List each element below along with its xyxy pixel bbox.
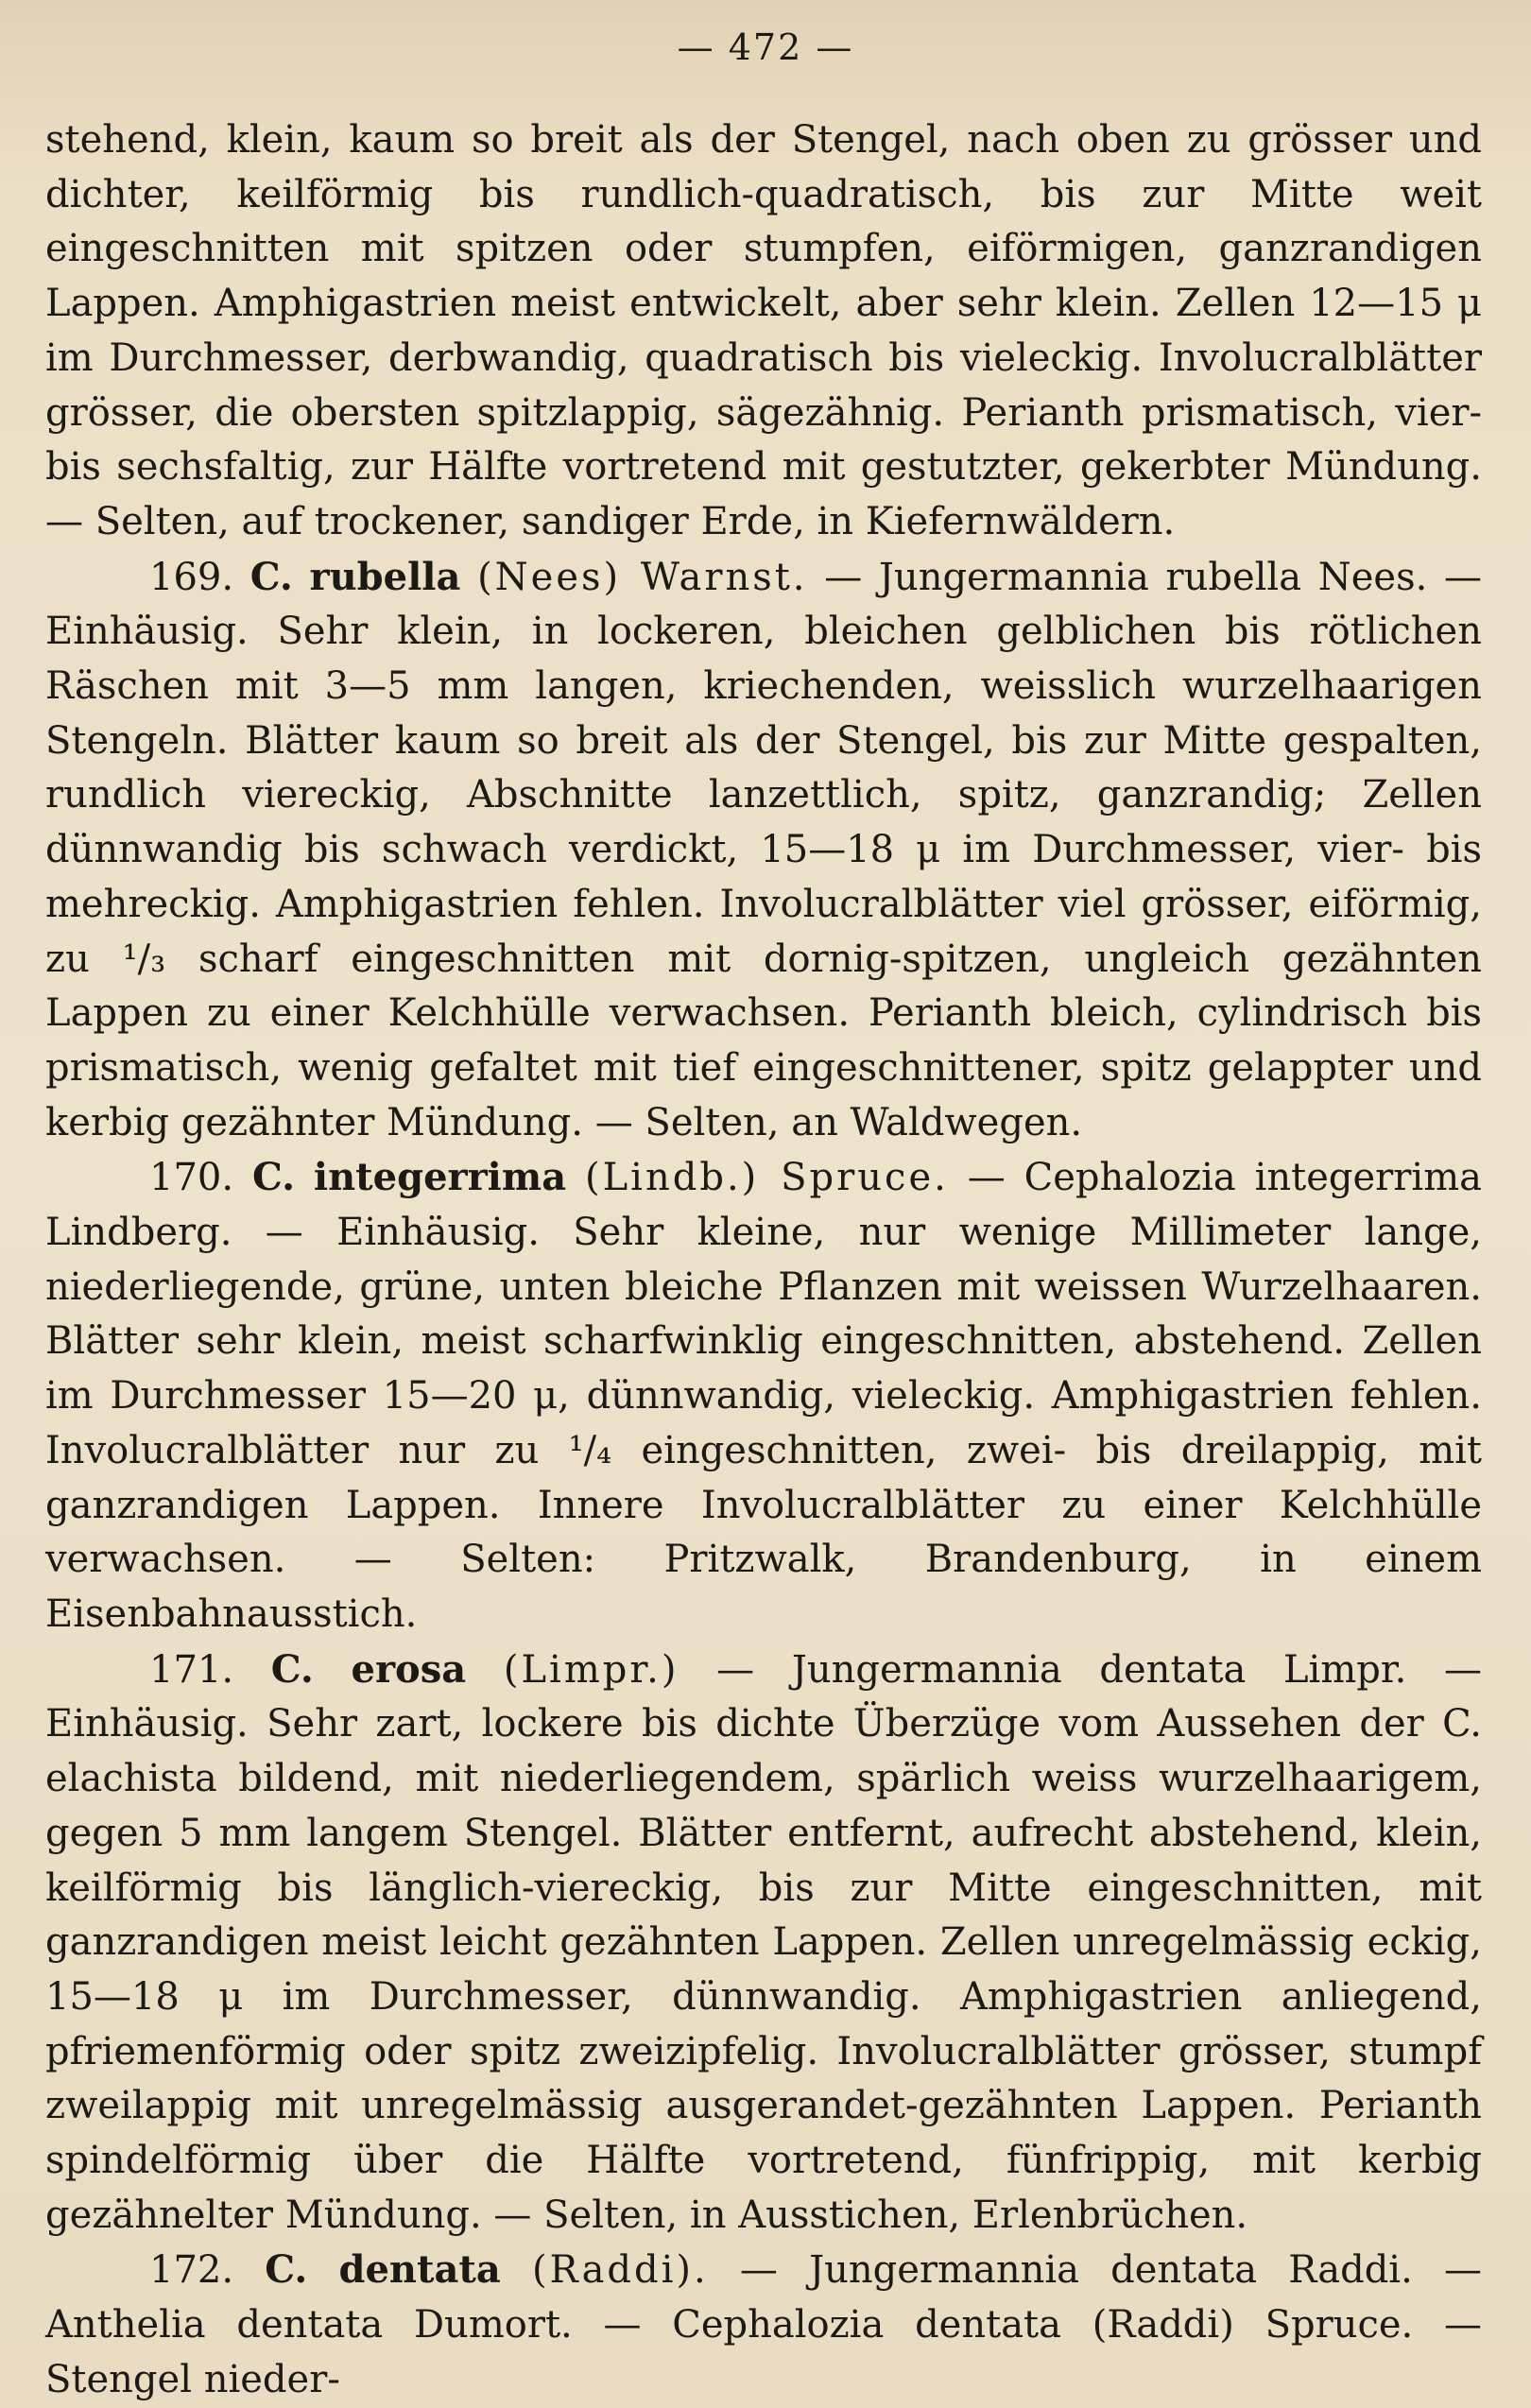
genus-abbrev: C. [249, 554, 293, 599]
authority: (Lindb.) Spruce. [585, 1156, 949, 1200]
authority: (Nees) Warnst. [477, 555, 808, 599]
entry-description: — Jungermannia dentata Raddi. — Anthelia dentata Dumort. — Cephalozia dentata (Raddi) Spruce. — Stengel nieder- [45, 2248, 1482, 2401]
entry-number: 172. [149, 2248, 234, 2293]
entry-number: 171. [149, 1647, 234, 1692]
entry-number: 170. [149, 1156, 234, 1200]
species-entry-171 [45, 1643, 1482, 2244]
species-name: dentata [338, 2247, 501, 2293]
genus-abbrev: C. [265, 2247, 308, 2293]
species-entry-170 [45, 1150, 1482, 1642]
species-name: integerrima [313, 1155, 567, 1200]
species-name: erosa [351, 1646, 467, 1692]
genus-abbrev: C. [251, 1155, 296, 1200]
intro-paragraph: stehend, klein, kaum so breit als der Stengel, nach oben zu grösser und dichter, keilförmig bis rundlich-quadratisch, bis zur Mitte weit eingeschnitten mit spitzen oder stumpfen, eiförmigen, ganzrandigen Lappen. Amphigastrien meist entwickelt, aber sehr klein. Zellen 12—15 μ im Durchmesser, derbwandig, quadratisch bis vieleckig. Involucralblätter grösser, die obersten spitzlappig, sägezähnig. Perianth prismatisch, vier- bis sechsfaltig, zur Hälfte vortretend mit gestutzter, gekerbter Mündung. — Selten, auf trockener, sandiger Erde, in Kiefernwäldern. [45, 118, 1482, 543]
species-entry-169 [45, 550, 1482, 1151]
entry-description: — Cephalozia integerrima Lindberg. — Einhäusig. Sehr kleine, nur wenige Millimeter lange, niederliegende, grüne, unten bleiche Pflanzen mit weissen Wurzelhaaren. Blätter sehr klein, meist scharfwinklig eingeschnitten, abstehend. Zellen im Durchmesser 15—20 μ, dünnwandig, vieleckig. Amphigastrien fehlen. Involucralblätter nur zu ¹/₄ eingeschnitten, zwei- bis dreilappig, mit ganzrandigen Lappen. Innere Involucralblätter zu einer Kelchhülle verwachsen. — Selten: Pritzwalk, Brandenburg, in einem Eisenbahnausstich. [45, 1156, 1482, 1636]
page-body [45, 113, 1482, 2408]
page-number: — 472 — [677, 26, 854, 68]
entry-description: — Jungermannia dentata Limpr. — Einhäusig. Sehr zart, lockere bis dichte Überzüge vom Aussehen der C. elachista bildend, mit niederliegendem, spärlich weiss wurzelhaarigem, gegen 5 mm langem Stengel. Blätter entfernt, aufrecht abstehend, klein, keilförmig bis länglich-viereckig, bis zur Mitte eingeschnitten, mit ganzrandigen meist leicht gezähnten Lappen. Zellen unregelmässig eckig, 15—18 μ im Durchmesser, dünnwandig. Amphigastrien anliegend, pfriemenförmig oder spitz zweizipfelig. Involucralblätter grösser, stumpf zweilappig mit unregelmässig ausgerandet-gezähnten Lappen. Perianth spindelförmig über die Hälfte vortretend, fünfrippig, mit kerbig gezähnelter Mündung. — Selten, in Ausstichen, Erlenbrüchen. [45, 1647, 1483, 2237]
authority: (Limpr.) [503, 1647, 679, 1692]
entry-number: 169. [149, 555, 234, 599]
species-entry-172 [45, 2243, 1482, 2407]
genus-abbrev: C. [270, 1646, 314, 1692]
authority: (Raddi). [531, 2248, 709, 2293]
entry-description: — Jungermannia rubella Nees. — Einhäusig. Sehr klein, in lockeren, bleichen gelblichen bis rötlichen Räschen mit 3—5 mm langen, kriechenden, weisslich wurzelhaarigen Stengeln. Blätter kaum so breit als der Stengel, bis zur Mitte gespalten, rundlich viereckig, Abschnitte lanzettlich, spitz, ganzrandig; Zellen dünnwandig bis schwach verdickt, 15—18 μ im Durchmesser, vier- bis mehreckig. Amphigastrien fehlen. Involucralblätter viel grösser, eiförmig, zu ¹/₃ scharf eingeschnitten mit dornig-spitzen, ungleich gezähnten Lappen zu einer Kelchhülle verwachsen. Perianth bleich, cylindrisch bis prismatisch, wenig gefaltet mit tief eingeschnittener, spitz gelappter und kerbig gezähnter Mündung. — Selten, an Waldwegen. [45, 555, 1483, 1144]
species-name: rubella [309, 554, 461, 599]
